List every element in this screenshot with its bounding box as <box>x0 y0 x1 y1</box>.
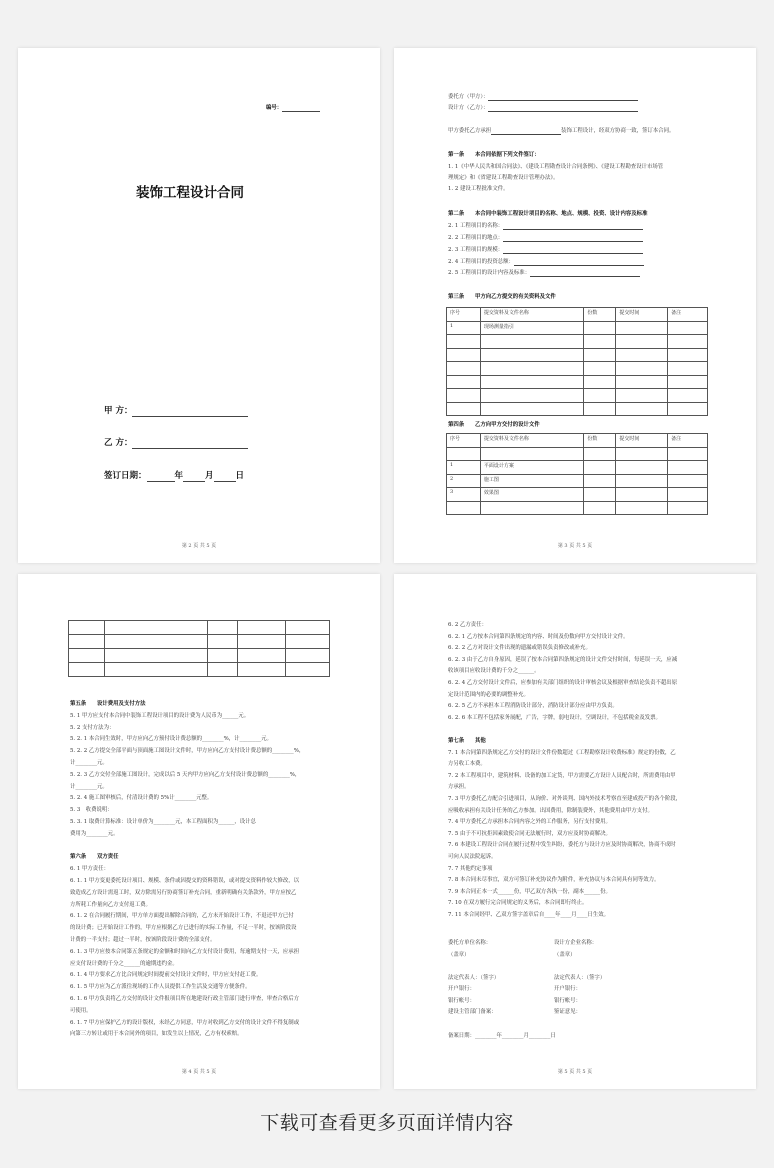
clause-text: 6. 1. 3 甲方应按本合同第五条规定的金额和时间向乙方支付设计费用，每逾期支付一天，应承担 <box>70 948 300 955</box>
submitted-materials-table <box>446 307 708 416</box>
clause-text: 7. 10 在双方履行完合同规定的义务后，本合同即行终止。 <box>448 900 588 907</box>
table-row <box>447 501 708 515</box>
table-header-row: 序号 提交资料及文件名称 份数 提交时间 备注 <box>447 434 708 448</box>
clause-text: 6. 2. 2 乙方对设计文件出现的遗漏或错误负责修改或补充。 <box>448 645 591 652</box>
clause-text: 6. 1. 1 甲方变更委托设计项目、规模、条件或因提交的资料错误，或对提交资料作较大修改，以 <box>70 878 300 884</box>
article-2-item: 2. 4 工程项目的投资总额： <box>448 259 644 266</box>
clause-text: 7. 4 甲方委托乙方承担本合同内容之外的工作服务，另行支付费用。 <box>448 819 611 826</box>
clause-text: 5. 1 甲方应支付本合同中装饰工程设计项目的设计费为人民币为______元。 <box>70 712 250 719</box>
clause-text: 方另收工本费。 <box>448 761 486 768</box>
page-footer: 第 4 页 共 5 页 <box>181 1069 217 1075</box>
clause-text: 的设计费；已开始设计工作的，甲方应根据乙方已进行的实际工作量，不足一半时，按该阶段设 <box>70 925 297 932</box>
signature-field: 开户银行： <box>554 986 581 992</box>
contract-title: 装饰工程设计合同 <box>136 185 244 201</box>
clause-text: 5. 2 支付方法为： <box>70 724 115 731</box>
clause-text: 应吸收承担有关设计任务的乙方参加。出国费用，除制装费外，其他费用由甲方支付。 <box>448 807 653 814</box>
signature-field: 鉴证意见： <box>554 1009 581 1015</box>
clause-text: 5. 2. 2 乙方提交全部平面与顶面施工图设计文件时，甲方应向乙方支付设计费总额的________%， <box>70 748 305 755</box>
clause-text: 6. 1. 6 甲方负责将乙方交付的设计文件报项目所在地建设行政主管部门进行审查，审查合格后方 <box>70 996 300 1002</box>
filing-date: 备案日期：________年________月________日 <box>448 1033 556 1039</box>
clause-text: 6. 2. 6 本工程不包括家务展配，广告，字牌，弱电设计，空调设计，不包括税金及发票。 <box>448 714 661 721</box>
clause-text: 5. 2. 4 施工图审核后，付清设计费的 5%计________元整。 <box>70 795 213 802</box>
clause-text: 6. 1. 7 甲方应保护乙方的设计版权，未经乙方同意，甲方对收到乙方交付的设计文件不得复制或 <box>70 1019 300 1026</box>
clause-text: 6. 2. 5 乙方不承担本工程消防设计部分，消防设计部分应由甲方负责。 <box>448 703 618 710</box>
clause-text: 向第三方转让或用于本合同外的项目，如发生以上情况，乙方有权索赔。 <box>70 1031 243 1038</box>
clause-text: 5. 2. 3 乙方交付全部施工图设计，完成以后 5 天内甲方应向乙方支付设计费总额的________%， <box>70 771 301 778</box>
sign-date-label: 签订日期： 年 月 日 <box>104 471 245 481</box>
clause-text: 6. 2. 1 乙方按本合同第四条规定的内容、时间及份数向甲方交付设计文件。 <box>448 633 629 640</box>
table-row <box>447 362 708 376</box>
signature-field: 委托方单位名称： <box>448 940 492 946</box>
serial-number-label: 编号： <box>266 105 320 112</box>
table-header-row: 序号 提交资料及文件名称 份数 提交时间 备注 <box>447 308 708 322</box>
clause-text: 费用为________元。 <box>70 830 119 837</box>
signature-field: （盖章） <box>448 951 470 958</box>
article-heading: 第五条 设计费用及支付方法 <box>70 701 146 707</box>
table-row: 2 施工图 <box>447 474 708 488</box>
signature-field: （盖章） <box>554 951 576 958</box>
clause-text: 6. 1. 4 甲方要求乙方比合同规定时间提前交付设计文件时，甲方应支付赶工费。 <box>70 972 262 979</box>
table-row <box>69 649 330 663</box>
clause-text: 5. 3. 1 取费计算标准：设计单价为________元，本工程面积为______，设计总 <box>70 819 256 825</box>
signature-field: 银行帐号： <box>554 997 581 1004</box>
page-footer: 第 3 页 共 5 页 <box>557 543 593 549</box>
clause-text: 可向人民法院起诉。 <box>448 854 497 860</box>
table-row <box>69 621 330 635</box>
article-heading: 第六条 双方责任 <box>70 854 119 861</box>
table-row <box>447 389 708 403</box>
designer-line: 设计方（乙方）： <box>448 105 638 112</box>
clause-text: 6. 2. 4 乙方交付设计文件后，应参加有关部门组织的设计审核会议及根据审查结论负责不超出原 <box>448 680 678 686</box>
clause-text: 6. 1 甲方责任： <box>70 866 109 873</box>
clause-text: 7. 7 其他约定事项 <box>448 865 493 872</box>
clause-text: 7. 6 本建设工程设计合同在履行过程中发生纠纷，委托方与设计方应及时协商解决，协商不成时 <box>448 842 676 849</box>
article-1-text: 1. 1《中华人民共和国合同法》、《建设工程勘查设计合同条例》、《建设工程勘查设计市场管 <box>448 164 664 170</box>
clause-text: 5. 3 收费说明： <box>70 807 113 814</box>
page-articles-1-4 <box>394 48 756 563</box>
delivered-documents-table <box>446 433 708 515</box>
clause-text: 7. 3 甲方委托乙方配合引进项目，从询价、对外谈判、国内外技术考察直至建成投产的各个阶段， <box>448 796 682 802</box>
clause-text: 致造成乙方设计需返工时，双方除需另行协商签订补充合同，重新明确有关条款外，甲方应按乙 <box>70 889 297 896</box>
table-row: 3 效果图 <box>447 488 708 502</box>
clause-text: 7. 9 本合同正本一式______份，甲乙双方各执一份，副本______份。 <box>448 888 611 895</box>
continued-table <box>68 620 330 677</box>
table-row <box>447 402 708 416</box>
clause-text: 5. 2. 1 本合同生效时，甲方应向乙方预付设计费总额的________%，计________元。 <box>70 736 272 743</box>
clause-text: 方承担。 <box>448 784 470 791</box>
clause-text: 应支付设计费的千分之______的逾期违约金。 <box>70 960 178 967</box>
table-row <box>69 635 330 649</box>
article-heading: 第七条 其他 <box>448 738 486 744</box>
article-2-item: 2. 1 工程项目的名称： <box>448 223 643 230</box>
clause-text: 收该项目应收设计费的千分之______。 <box>448 668 540 675</box>
table-row <box>447 375 708 389</box>
clause-text: 7. 8 本合同未尽事宜，双方可签订补充协议作为附件，补充协议与本合同具有同等效力。 <box>448 877 660 884</box>
party-b-label: 乙 方： <box>104 438 248 449</box>
signature-field: 建设主管部门备案： <box>448 1009 497 1015</box>
entrust-line: 甲方委托乙方承担 装饰工程设计，经双方协商一致，签订本合同。 <box>448 128 675 134</box>
article-1-text: 理规定》和《省建设工程勘查设计管理办法》。 <box>448 175 559 181</box>
clause-text: 6. 2 乙方责任： <box>448 622 487 628</box>
download-caption: 下载可查看更多页面详情内容 <box>260 1112 514 1134</box>
clause-text: 方所耗工作量向乙方支付返工费。 <box>70 901 151 908</box>
clause-text: 计________元。 <box>70 783 108 790</box>
page-article-7-signatures <box>394 574 756 1089</box>
article-2-item: 2. 2 工程项目的地点： <box>448 235 643 242</box>
signature-field: 法定代表人：（签字） <box>448 974 500 981</box>
signature-field: 法定代表人：（签字） <box>554 974 606 981</box>
table-row <box>447 335 708 349</box>
clause-text: 7. 1 本合同第四条规定乙方交付的设计文件份数超过《工程勘察设计收费标准》规定的份数，乙 <box>448 749 676 756</box>
article-2-heading: 第二条 本合同中装饰工程设计项目的名称、地点、规模、投资、设计内容及标准 <box>448 211 648 217</box>
article-1-heading: 第一条 本合同依据下列文件签订： <box>448 152 540 158</box>
page-articles-5-6 <box>18 574 380 1089</box>
clause-text: 定设计范围内的必要的调整补充。 <box>448 691 529 698</box>
clause-text: 6. 1. 2 在合同履行期间，甲方单方面提出解除合同的，乙方未开始设计工作，不退还甲方已付 <box>70 913 294 920</box>
article-4-heading: 第四条 乙方向甲方交付的设计文件 <box>448 422 540 428</box>
clause-text: 7. 5 由于不可抗拒因素致使合同无法履行时，双方应及时协商解决。 <box>448 830 611 837</box>
client-line: 委托方（甲方）： <box>448 94 638 101</box>
table-row <box>69 663 330 677</box>
clause-text: 可使用。 <box>70 1007 92 1014</box>
clause-text: 计费的一半支付；超过一半时，按该阶段设计费的全部支付。 <box>70 937 216 943</box>
article-2-item: 2. 3 工程项目的规模： <box>448 247 643 254</box>
party-a-label: 甲 方： <box>104 406 248 417</box>
page-footer: 第 2 页 共 5 页 <box>181 543 217 549</box>
signature-field: 银行帐号： <box>448 997 475 1004</box>
page-footer: 第 5 页 共 5 页 <box>557 1069 593 1075</box>
table-row: 1 现场测量指引 <box>447 321 708 335</box>
page-cover <box>18 48 380 563</box>
table-row <box>447 348 708 362</box>
clause-text: 6. 1. 5 甲方应为乙方派往现场的工作人员提供工作生活及交通等方便条件。 <box>70 984 251 991</box>
signature-field: 开户银行： <box>448 986 475 992</box>
table-row <box>447 447 708 461</box>
signature-field: 设计方企业名称： <box>554 940 598 946</box>
clause-text: 6. 2. 3 由于乙方自身原因，延误了按本合同第四条规定的设计文件交付时间，每延误一天，应减 <box>448 656 678 663</box>
article-3-heading: 第三条 甲方向乙方提交的有关资料及文件 <box>448 294 556 300</box>
article-2-item: 2. 5 工程项目的设计内容及标准： <box>448 270 640 277</box>
clause-text: 计________元。 <box>70 760 108 766</box>
clause-text: 7. 2 本工程项目中，建筑材料、设备的加工定货，甲方需要乙方设计人员配合时，所需费用由甲 <box>448 772 676 779</box>
article-1-text: 1. 2 建设工程批准文件。 <box>448 186 509 192</box>
clause-text: 7. 11 本合同经甲、乙双方签字盖章后自____年____月____日生效。 <box>448 912 609 918</box>
table-row: 1 平面设计方案 <box>447 461 708 475</box>
